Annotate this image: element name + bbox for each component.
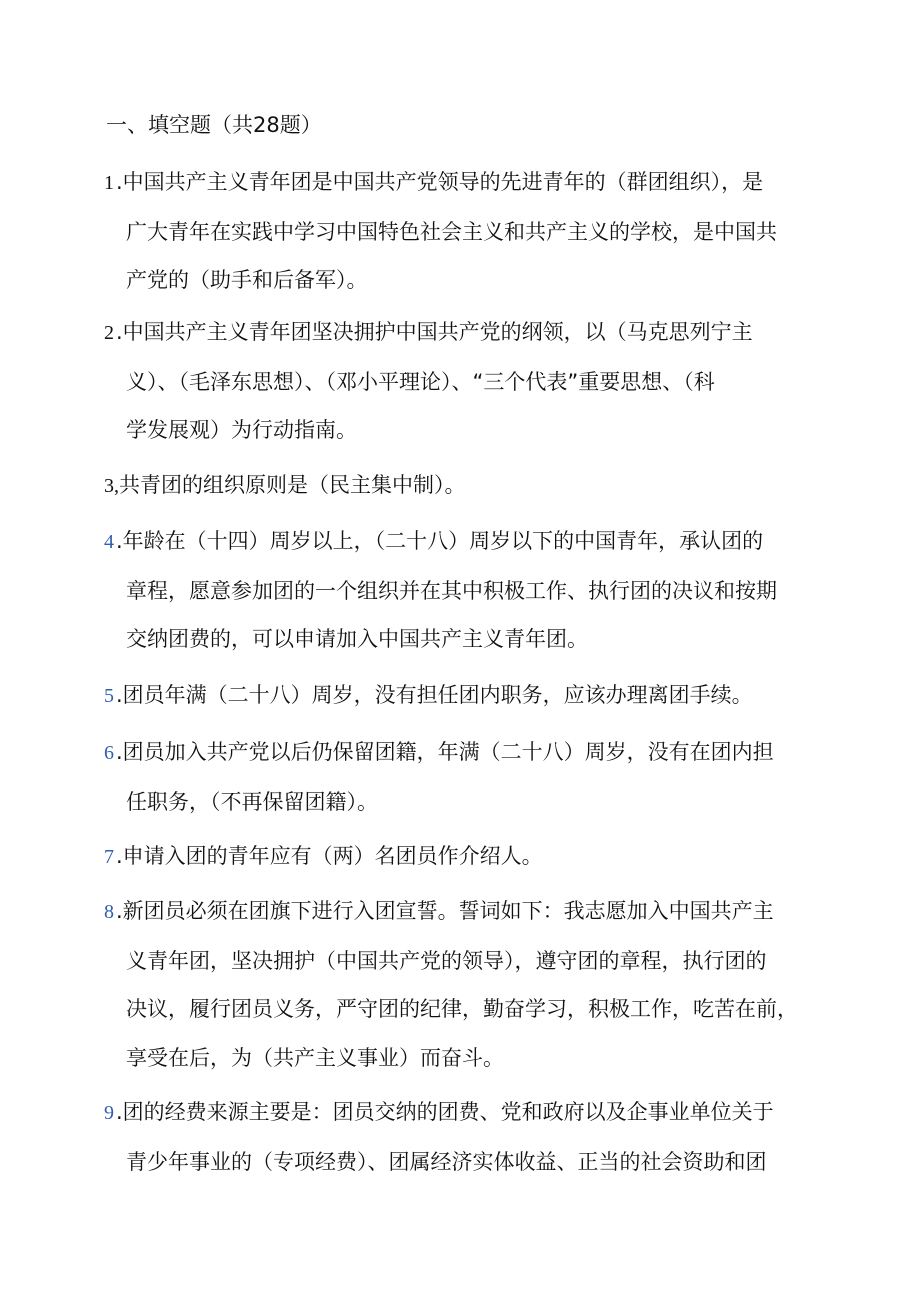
question-item-4 [104,517,820,664]
question-number: 4 [104,531,114,553]
question-line: 章程，愿意参加团的一个组织并在其中积极工作、执行团的决议和按期 [126,578,777,603]
question-line: 学发展观）为行动指南。 [126,418,357,442]
question-item-8 [104,887,820,1082]
question-number: 5 [104,685,114,707]
question-text: .中国共产主义青年团坚决拥护中国共产党的纲领，以（马克思列宁主 [116,320,753,344]
question-line [104,158,820,208]
question-item-1 [104,158,820,305]
question-line [104,832,820,882]
question-text: .团员年满（二十八）周岁，没有担任团内职务，应该办理离团手续。 [116,683,753,707]
question-line [104,461,820,511]
question-text: .团员加入共产党以后仍保留团籍，年满（二十八）周岁，没有在团内担 [116,740,774,764]
question-number: 3, [104,475,119,497]
question-line: 交纳团费的，可以申请加入中国共产主义青年团。 [126,627,588,651]
question-text: .年龄在（十四）周岁以上，（二十八）周岁以下的中国青年，承认团的 [116,529,764,553]
question-line [104,517,820,567]
question-number: 6 [104,742,114,764]
question-number: 8 [104,901,114,923]
question-line: 任职务，（不再保留团籍）。 [126,789,378,814]
question-line: 青少年事业的（专项经费）、团属经济实体收益、正当的社会资助和团 [126,1149,767,1174]
question-text: .团的经费来源主要是：团员交纳的团费、党和政府以及企事业单位关于 [116,1100,774,1124]
question-number: 9 [104,1102,114,1124]
question-line [104,308,820,358]
question-line [104,671,820,721]
question-text: .新团员必须在团旗下进行入团宣誓。誓词如下：我志愿加入中国共产主 [116,899,774,923]
question-item-9 [104,1088,820,1186]
question-item-3 [104,461,820,511]
question-item-2 [104,308,820,455]
question-line [104,887,820,937]
question-line: 广大青年在实践中学习中国特色社会主义和共产主义的学校，是中国共 [126,219,777,244]
question-line [104,728,820,778]
question-number: 2 [104,322,114,344]
question-line: 决议，履行团员义务，严守团的纪律，勤奋学习，积极工作，吃苦在前， [126,997,798,1021]
question-text: .申请入团的青年应有（两）名团员作介绍人。 [116,844,543,868]
question-line: 义）、（毛泽东思想）、（邓小平理论）、“三个代表”重要思想、（科 [126,369,715,394]
question-line: 享受在后，为（共产主义事业）而奋斗。 [126,1045,504,1070]
question-item-6 [104,728,820,826]
section-heading: 一、填空题（共28题） [106,113,322,137]
question-line [104,1088,820,1138]
question-number: 1 [104,172,114,194]
question-line: 义青年团，坚决拥护（中国共产党的领导），遵守团的章程，执行团的 [126,948,767,973]
question-number: 7 [104,846,114,868]
question-text: .中国共产主义青年团是中国共产党领导的先进青年的（群团组织），是 [116,170,764,194]
question-line: 产党的（助手和后备军）。 [126,268,368,292]
question-item-7 [104,832,820,882]
question-text: 共青团的组织原则是（民主集中制）。 [119,473,466,497]
question-item-5 [104,671,820,721]
